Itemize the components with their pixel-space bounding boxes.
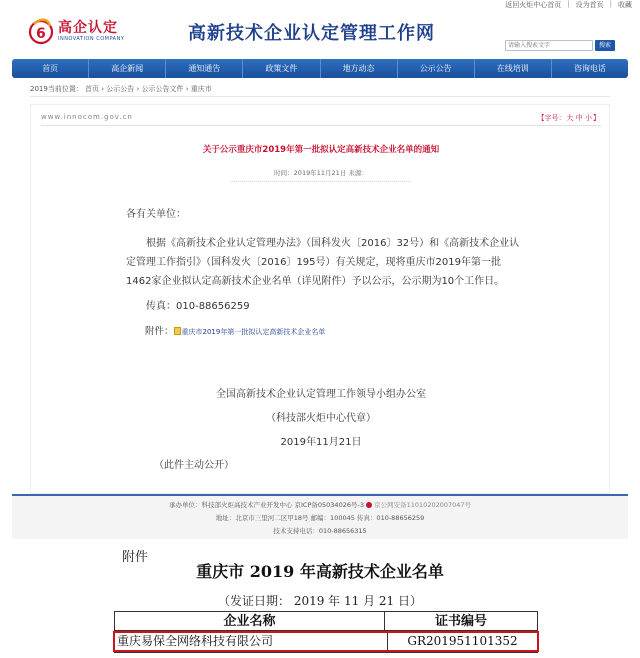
attachment-label: 附件： [145,326,174,337]
annex-document [0,539,640,658]
attachment-link[interactable]: 重庆市2019年第一批拟认定高新技术企业名单 [181,328,326,336]
set-home-link[interactable]: 设为首页 [575,1,604,9]
sign-date: 2019年11月21日 [280,437,362,448]
favorite-link[interactable]: 收藏 [618,1,632,9]
article-body [126,205,526,342]
table-row [113,631,539,652]
column-header-name: 企业名称 [115,612,385,631]
body-paragraph: 根据《高新技术企业认定管理办法》（国科发火〔2016〕32号）和《高新技术企业认定管理工作指引》（国科发火〔2016〕195号）有关规定，现将重庆市2019年第一批1462家企业拟认定高新技术企业名单（详见附件）予以公示，公示期为10个工作日。 [126,238,520,287]
site-title: 高新技术企业认定管理工作网 [188,23,435,44]
footer-organizer: 承办单位：科技部火炬高技术产业开发中心 京ICP备05034026号-3 [168,501,364,509]
separator: | [609,0,612,8]
nav-announcements[interactable]: 公示公告 [398,59,475,78]
annex-table [114,611,538,653]
logo-subtitle: INNOVATION COMPANY [58,36,125,42]
site-url: www.innocom.gov.cn [41,113,133,121]
main-nav [12,59,628,78]
nav-notices[interactable]: 通知通告 [166,59,243,78]
divider [30,96,610,97]
font-size-label: 【字号： [537,114,566,122]
footer-support: 技术支持电话：010-88656315 [273,527,367,535]
nav-home[interactable]: 首页 [12,59,89,78]
search-input[interactable]: 请输入搜索文字 [505,40,593,51]
annex-title: 重庆市 2019 年高新技术企业名单 [196,562,444,581]
cert-number-cell: GR201951101352 [387,633,537,650]
site-logo[interactable] [28,12,138,52]
footer-line-1 [12,500,628,509]
font-size-switcher [537,113,601,123]
breadcrumb[interactable]: 2019当前位置： 首页 › 公示公告 › 公示公告文件 › 重庆市 [30,85,212,93]
sign-agent: （科技部火炬中心代章） [266,413,376,424]
fax-line: 传真：010-88656259 [146,301,250,312]
logo-icon [28,14,54,46]
home-link[interactable]: 返回火炬中心首页 [505,1,562,9]
article-panel [30,104,610,494]
annex-date: （发证日期： 2019 年 11 月 21 日） [218,594,422,608]
beian-link[interactable]: 京公网安备11010202007047号 [374,501,472,509]
sign-organization: 全国高新技术企业认定管理工作领导小组办公室 [216,389,426,400]
font-small-button[interactable]: 小 [585,114,592,122]
greeting: 各有关单位： [126,209,186,220]
separator: | [567,0,570,8]
logo-text: 高企认定 [58,20,118,36]
company-name-cell: 重庆易保全网络科技有限公司 [117,634,274,648]
nav-training[interactable]: 在线培训 [475,59,552,78]
column-header-cert: 证书编号 [434,614,487,629]
nav-hotline[interactable]: 咨询电话 [573,64,606,73]
document-icon [174,327,181,335]
article-meta: 时间：2019年11月21日 来源： [274,169,368,177]
font-size-end: 】 [593,114,600,122]
divider [41,125,601,126]
nav-news[interactable]: 高企新闻 [89,59,166,78]
attachment-line [126,322,526,342]
svg-text:6: 6 [36,26,46,42]
site-header [0,10,640,56]
divider [231,181,411,182]
nav-policy[interactable]: 政策文件 [243,59,320,78]
font-large-button[interactable]: 大 [566,114,574,122]
search-button[interactable]: 搜索 [595,40,615,51]
annex-label: 附件 [122,550,149,565]
nav-local[interactable]: 地方动态 [321,59,398,78]
footer-address: 地址：北京市三里河二区甲18号 邮编：100045 传真：010-88656259 [215,514,425,522]
police-badge-icon [366,502,372,508]
article-title: 关于公示重庆市2019年第一批拟认定高新技术企业名单的通知 [202,145,440,155]
public-note: （此件主动公开） [154,460,234,471]
table-header [115,612,537,631]
site-footer [12,494,628,539]
font-medium-button[interactable]: 中 [575,114,583,122]
